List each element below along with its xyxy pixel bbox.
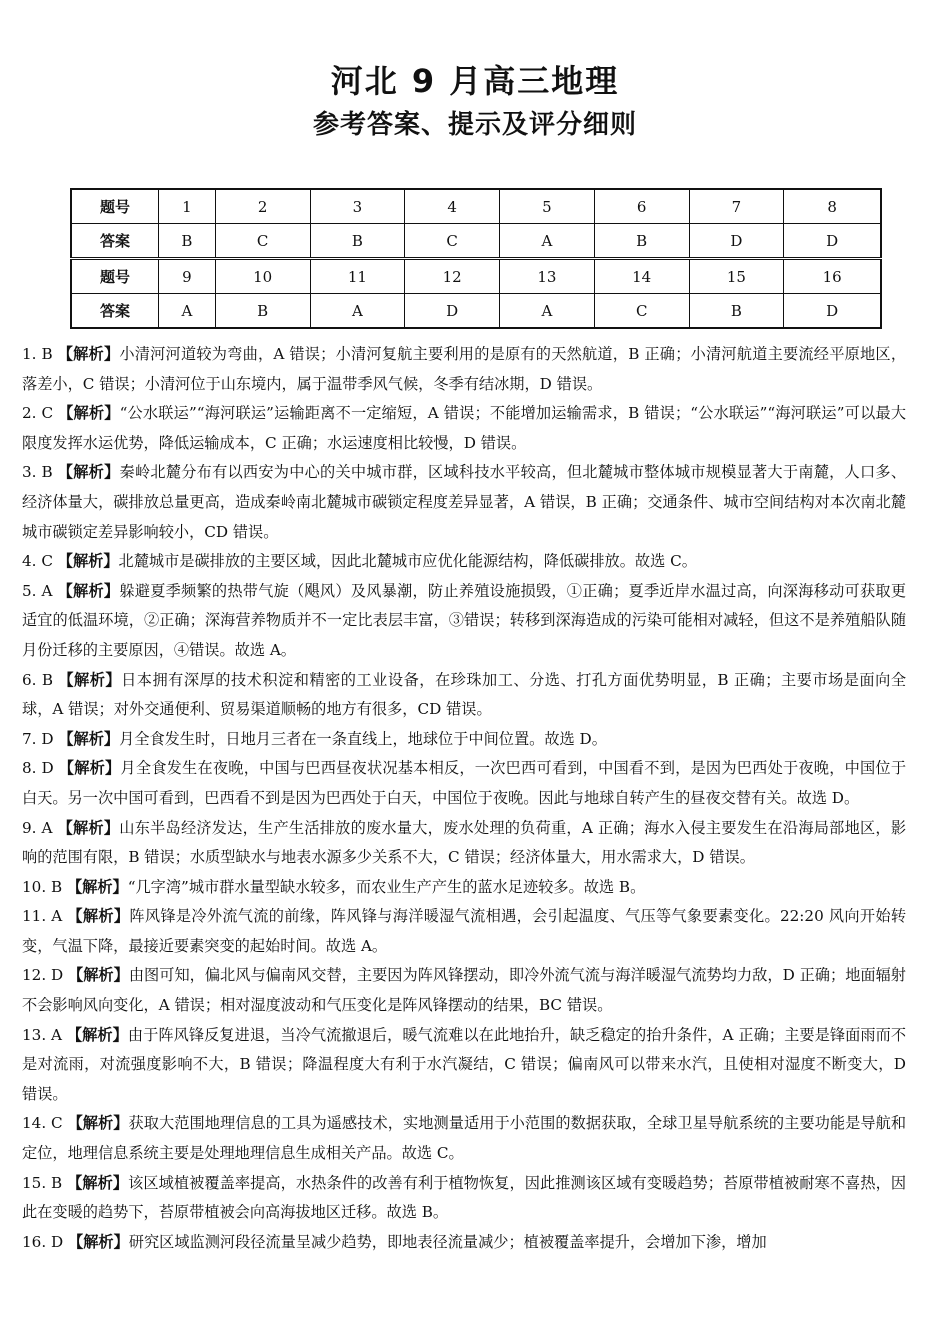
explanation-text: 秦岭北麓分布有以西安为中心的关中城市群，区域科技水平较高，但北麓城市整体城市规模显著大于南麓，人口多、经济体量大，碳排放总量更高，造成秦岭南北麓城市碳锁定程度差异显著，A 错误，B 正确；交通条件、城市空间结构对本次南北麓城市碳锁定差异影响较小，CD 错误。 (22, 463, 907, 541)
table-cell: 15 (689, 259, 784, 294)
explanation-text: “几字湾”城市群水量型缺水较多，而农业生产产生的蓝水足迹较多。故选 B。 (127, 877, 646, 896)
table-row (71, 259, 881, 294)
analysis-tag: 【解析】 (58, 759, 121, 778)
explanation-text: 月全食发生在夜晚，中国与巴西昼夜状况基本相反，一次巴西可看到，中国看不到，是因为巴西处于夜晚，中国位于白天。另一次中国可看到，巴西看不到是因为巴西处于白天，中国位于夜晚。因此与地球自转产生的昼夜交替有关。故选 D。 (22, 759, 907, 807)
explanation-item (22, 725, 906, 755)
table-cell: D (784, 294, 881, 329)
row-header: 题号 (71, 259, 159, 294)
analysis-tag: 【解析】 (67, 1173, 129, 1192)
table-cell: 2 (215, 189, 310, 224)
analysis-tag: 【解析】 (68, 1232, 129, 1251)
analysis-tag: 【解析】 (68, 966, 129, 985)
explanation-item (22, 1109, 906, 1168)
table-cell: A (500, 294, 595, 329)
explanation-text: 小清河河道较为弯曲，A 错误；小清河复航主要利用的是原有的天然航道，B 正确；小清河航道主要流经平原地区，落差小，C 错误；小清河位于山东境内，属于温带季风气候，冬季有结冰期，D 错误。 (22, 345, 907, 393)
table-cell: A (500, 224, 595, 259)
table-cell: 11 (310, 259, 405, 294)
explanation-item (22, 754, 906, 813)
table-cell: 6 (594, 189, 689, 224)
question-number: 16. D (22, 1232, 64, 1251)
explanation-text: 月全食发生时，日地月三者在一条直线上，地球位于中间位置。故选 D。 (119, 729, 607, 748)
question-number: 1. B (22, 345, 53, 363)
question-number: 7. D (22, 729, 54, 748)
table-cell: 1 (159, 189, 216, 224)
explanation-item (22, 814, 906, 873)
table-cell: D (784, 224, 881, 259)
explanation-item (22, 902, 906, 961)
analysis-tag: 【解析】 (66, 1025, 128, 1044)
table-cell: B (689, 294, 784, 329)
explanation-text: 山东半岛经济发达，生产生活排放的废水量大，废水处理的负荷重，A 正确；海水入侵主要发生在沿海局部地区，影响的范围有限，B 错误；水质型缺水与地表水源多少关系不大，C 错误；经济体量大，用水需求大，D 错误。 (22, 818, 907, 867)
table-cell: D (405, 294, 500, 329)
explanation-item (22, 577, 906, 666)
table-cell: 16 (784, 259, 881, 294)
table-cell: C (215, 224, 310, 259)
question-number: 15. B (22, 1173, 63, 1192)
explanation-item (22, 961, 906, 1020)
row-header: 题号 (71, 189, 159, 224)
explanation-item (22, 399, 906, 458)
page-subtitle: 参考答案、提示及评分细则 (312, 110, 637, 140)
table-cell: 9 (159, 259, 216, 294)
analysis-tag: 【解析】 (57, 345, 120, 363)
explanation-item (22, 1228, 906, 1258)
table-cell: B (159, 224, 216, 259)
table-cell: B (310, 224, 405, 259)
table-cell: D (689, 224, 784, 259)
question-number: 10. B (22, 877, 63, 896)
table-cell: B (215, 294, 310, 329)
table-row (71, 224, 881, 259)
question-number: 14. C (22, 1114, 63, 1133)
explanation-text: 获取大范围地理信息的工具为遥感技术，实地测量适用于小范围的数据获取，全球卫星导航系统的主要功能是导航和定位，地理信息系统主要是处理地理信息生成相关产品。故选 C。 (22, 1114, 907, 1163)
table-cell: C (594, 294, 689, 329)
explanation-item (22, 340, 906, 399)
analysis-tag: 【解析】 (58, 670, 122, 689)
question-number: 4. C (22, 552, 53, 571)
table-cell: A (310, 294, 405, 329)
explanation-item (22, 873, 906, 903)
question-number: 2. C (22, 404, 54, 423)
question-number: 6. B (22, 670, 53, 689)
explanation-text: 日本拥有深厚的技术积淀和精密的工业设备，在珍珠加工、分选、打孔方面优势明显，B 正确；主要市场是面向全球，A 错误；对外交通便利、贸易渠道顺畅的地方有很多，CD 错误。 (22, 670, 907, 719)
analysis-tag: 【解析】 (57, 463, 120, 482)
table-row (71, 294, 881, 329)
question-number: 5. A (22, 581, 53, 600)
question-number: 3. B (22, 463, 53, 482)
table-cell: 14 (594, 259, 689, 294)
explanation-text: 研究区域监测河段径流量呈减少趋势，即地表径流量减少；植被覆盖率提升，会增加下渗，增加 (128, 1232, 767, 1251)
analysis-tag: 【解析】 (66, 877, 128, 896)
table-cell: 12 (405, 259, 500, 294)
answer-table (70, 188, 882, 329)
table-cell: B (594, 224, 689, 259)
row-header: 答案 (71, 294, 159, 329)
table-cell: 13 (500, 259, 595, 294)
question-number: 11. A (22, 907, 63, 926)
explanation-text: “公水联运”“海河联运”运输距离不一定缩短，A 错误；不能增加运输需求，B 错误；“公水联运”“海河联运”可以最大限度发挥水运优势，降低运输成本，C 正确；水运速度相比较慢，D 错误。 (22, 404, 907, 452)
table-row (71, 189, 881, 224)
table-cell: 10 (215, 259, 310, 294)
explanation-item (22, 666, 906, 725)
analysis-tag: 【解析】 (67, 907, 130, 926)
explanation-item (22, 458, 906, 547)
analysis-tag: 【解析】 (57, 552, 119, 571)
explanation-text: 阵风锋是冷外流气流的前缘，阵风锋与海洋暖湿气流相遇，会引起温度、气压等气象要素变化。22:20 风向开始转变，气温下降，最接近要素突变的起始时间。故选 A。 (22, 907, 907, 955)
explanation-item (22, 547, 906, 577)
table-cell: 8 (784, 189, 881, 224)
question-number: 13. A (22, 1025, 63, 1044)
analysis-tag: 【解析】 (58, 729, 120, 748)
explanation-item (22, 1169, 906, 1228)
row-header: 答案 (71, 224, 159, 259)
explanation-text: 由图可知，偏北风与偏南风交替，主要因为阵风锋摆动，即冷外流气流与海洋暖湿气流势均力敌，D 正确；地面辐射不会影响风向变化，A 错误；相对湿度波动和气压变化是阵风锋摆动的结果，BC 错误。 (22, 966, 906, 1015)
explanation-text: 由于阵风锋反复进退，当冷气流撤退后，暖气流难以在此地抬升，缺乏稳定的抬升条件，A 正确；主要是锋面雨而不是对流雨，对流强度影响不大，B 错误；降温程度大有利于水汽凝结，C 错误；偏南风可以带来水汽，且使相对湿度不断变大，D 错误。 (22, 1025, 907, 1103)
analysis-tag: 【解析】 (57, 581, 120, 600)
table-cell: A (159, 294, 216, 329)
table-cell: 7 (689, 189, 784, 224)
analysis-tag: 【解析】 (58, 404, 120, 423)
table-cell: 4 (405, 189, 500, 224)
question-number: 12. D (22, 966, 64, 985)
question-number: 9. A (22, 818, 53, 837)
explanation-list (22, 340, 906, 1257)
page-title: 河北 9 月高三地理 (330, 62, 620, 100)
analysis-tag: 【解析】 (67, 1114, 129, 1133)
explanation-text: 北麓城市是碳排放的主要区域，因此北麓城市应优化能源结构，降低碳排放。故选 C。 (118, 552, 697, 571)
table-cell: 5 (500, 189, 595, 224)
explanation-text: 该区域植被覆盖率提高，水热条件的改善有利于植物恢复，因此推测该区域有变暖趋势；苔原带植被耐寒不喜热，因此在变暖的趋势下，苔原带植被会向高海拔地区迁移。故选 B。 (22, 1173, 907, 1222)
question-number: 8. D (22, 759, 54, 778)
explanation-text: 躲避夏季频繁的热带气旋（飓风）及风暴潮，防止养殖设施损毁，①正确；夏季近岸水温过高，向深海移动可获取更适宜的低温环境，②正确；深海营养物质并不一定比表层丰富，③错误；转移到深海造成的污染可能相对减轻，但这不是养殖船队随月份迁移的主要原因，④错误。故选 A。 (22, 581, 906, 659)
table-cell: 3 (310, 189, 405, 224)
analysis-tag: 【解析】 (57, 818, 120, 837)
explanation-item (22, 1021, 906, 1110)
table-cell: C (405, 224, 500, 259)
